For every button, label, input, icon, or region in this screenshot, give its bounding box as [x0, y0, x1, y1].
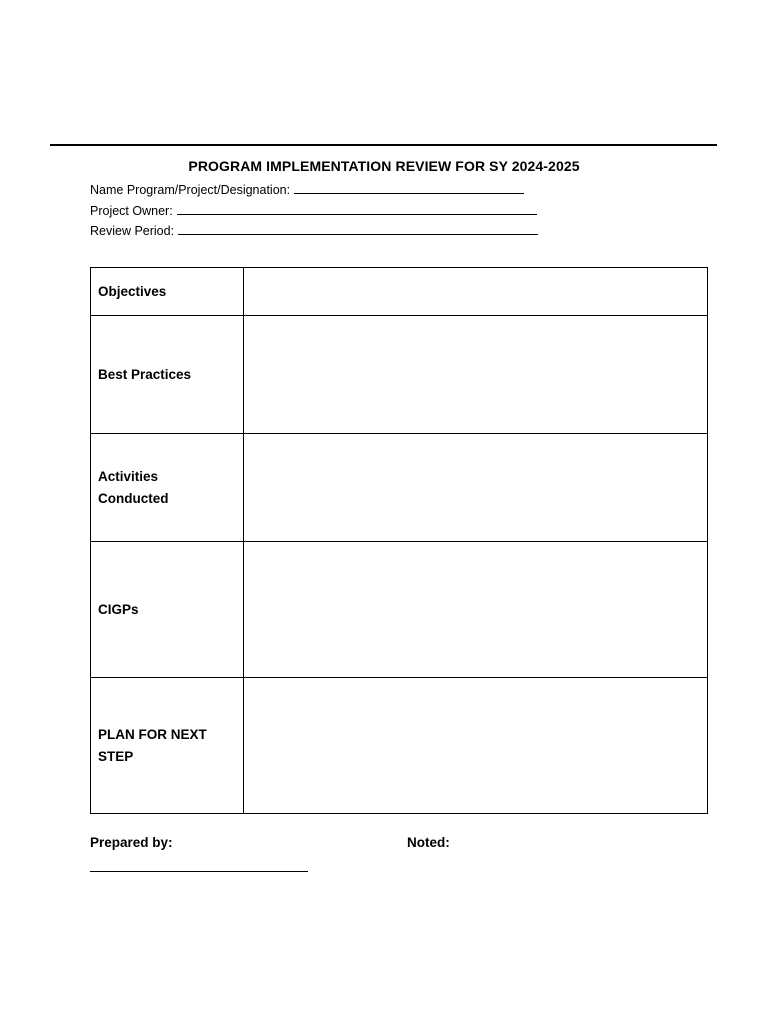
row-content-objectives[interactable] [244, 268, 708, 316]
table-row [91, 434, 708, 542]
row-content-best-practices[interactable] [244, 316, 708, 434]
row-label-best-practices: Best Practices [91, 316, 244, 434]
field-label-review-period: Review Period: [90, 224, 175, 238]
prepared-by-signature-line[interactable] [90, 871, 308, 872]
field-project-owner [90, 202, 537, 218]
row-label-cigps: CIGPs [91, 542, 244, 678]
field-program-name [90, 181, 524, 197]
row-label-plan-next-step [91, 678, 244, 814]
review-table [90, 267, 708, 814]
field-label-program-name: Name Program/Project/Designation: [90, 183, 291, 197]
table-row [91, 678, 708, 814]
prepared-by-label: Prepared by: [90, 835, 173, 850]
project-owner-blank[interactable] [177, 202, 537, 215]
page-title: PROGRAM IMPLEMENTATION REVIEW FOR SY 2024-2025 [188, 158, 580, 174]
review-period-blank[interactable] [178, 222, 538, 235]
header-rule [50, 144, 717, 146]
plan-next-step-text: PLAN FOR NEXT STEP [98, 726, 207, 764]
row-content-plan-next-step[interactable] [244, 678, 708, 814]
row-label-objectives: Objectives [91, 268, 244, 316]
row-content-activities-conducted[interactable] [244, 434, 708, 542]
table-row [91, 316, 708, 434]
field-review-period [90, 222, 538, 238]
row-content-cigps[interactable] [244, 542, 708, 678]
program-name-blank[interactable] [294, 181, 524, 194]
table-row [91, 542, 708, 678]
activities-conducted-text: Activities Conducted [98, 468, 169, 506]
noted-label: Noted: [407, 835, 450, 850]
row-label-activities-conducted [91, 434, 244, 542]
table-row [91, 268, 708, 316]
field-label-project-owner: Project Owner: [90, 204, 173, 218]
